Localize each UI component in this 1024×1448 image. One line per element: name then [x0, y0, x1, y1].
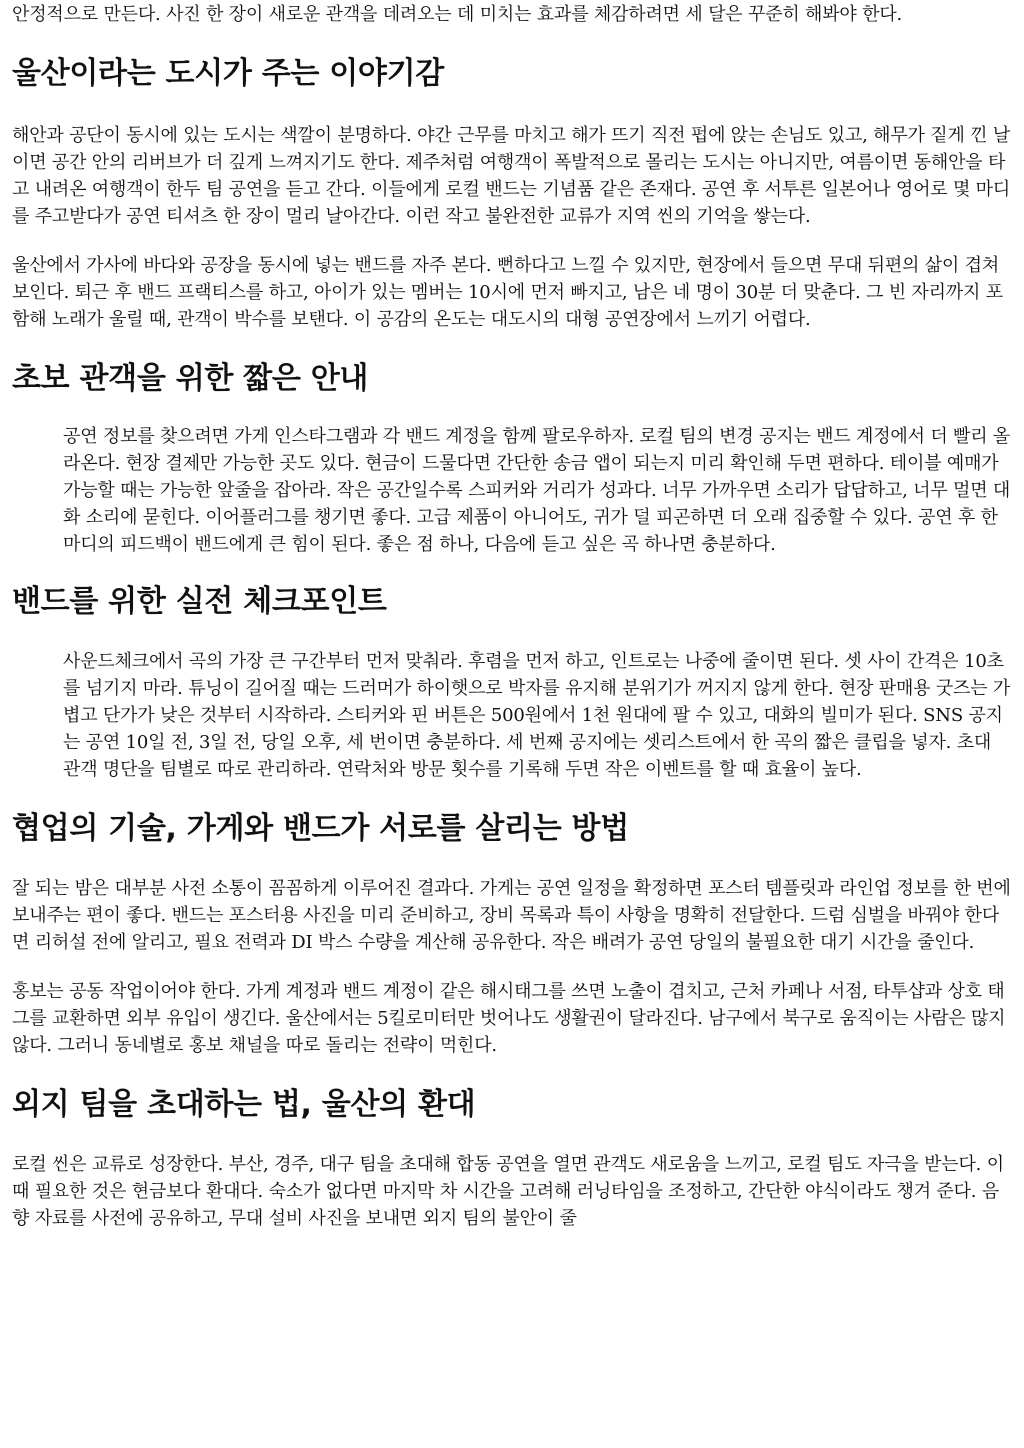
- section-heading-band-checkpoints: 밴드를 위한 실전 체크포인트: [12, 584, 387, 619]
- section-paragraph: 로컬 씬은 교류로 성장한다. 부산, 경주, 대구 팀을 초대해 합동 공연을 열면 관객도 새로움을 느끼고, 로컬 팀도 자극을 받는다. 이때 필요한 것은 현금보다 환대다. 숙소가 없다면 마지막 차 시간을 고려해 러닝타임을 조정하고, 간단한 야식이라도 챙겨 준다. 음향 자료를 사전에 공유하고, 무대 설비 사진을 보내면 외지 팀의 불안이 줄: [12, 1154, 1004, 1229]
- section-paragraph: 울산에서 가사에 바다와 공장을 동시에 넣는 밴드를 자주 본다. 뻔하다고 느낄 수 있지만, 현장에서 들으면 무대 뒤편의 삶이 겹쳐 보인다. 퇴근 후 밴드 프랙티스를 하고, 아이가 있는 멤버는 10시에 먼저 빠지고, 남은 네 명이 30분 더 맞춘다. 그 빈 자리까지 포함해 노래가 울릴 때, 관객이 박수를 보탠다. 이 공감의 온도는 대도시의 대형 공연장에서 느끼기 어렵다.: [12, 255, 1003, 330]
- blockquote-beginner-guide: 공연 정보를 찾으려면 가게 인스타그램과 각 밴드 계정을 함께 팔로우하자. 로컬 팀의 변경 공지는 밴드 계정에서 더 빨리 올라온다. 현장 결제만 가능한 곳도 있다. 현금이 드물다면 간단한 송금 앱이 되는지 미리 확인해 두면 편하다. 테이블 예매가 가능할 때는 가능한 앞줄을 잡아라. 작은 공간일수록 스피커와 거리가 성과다. 너무 가까우면 소리가 답답하고, 너무 멀면 대화 소리에 묻힌다. 이어플러그를 챙기면 좋다. 고급 제품이 아니어도, 귀가 덜 피곤하면 더 오래 집중할 수 있다. 공연 후 한 마디의 피드백이 밴드에게 큰 힘이 된다. 좋은 점 하나, 다음에 듣고 싶은 곡 하나면 충분하다.: [63, 426, 1011, 555]
- section-paragraph: 해안과 공단이 동시에 있는 도시는 색깔이 분명하다. 야간 근무를 마치고 해가 뜨기 직전 펍에 앉는 손님도 있고, 해무가 짙게 낀 날이면 공간 안의 리버브가 더 깊게 느껴지기도 한다. 제주처럼 여행객이 폭발적으로 몰리는 도시는 아니지만, 여름이면 동해안을 타고 내려온 여행객이 한두 팀 공연을 듣고 간다. 이들에게 로컬 밴드는 기념품 같은 존재다. 공연 후 서투른 일본어나 영어로 몇 마디를 주고받다가 공연 티셔츠 한 장이 멀리 날아간다. 이런 작고 불완전한 교류가 지역 씬의 기억을 쌓는다.: [12, 125, 1011, 227]
- section-heading-ulsan-story: 울산이라는 도시가 주는 이야기감: [12, 56, 444, 91]
- blockquote-band-checkpoints: 사운드체크에서 곡의 가장 큰 구간부터 먼저 맞춰라. 후렴을 먼저 하고, 인트로는 나중에 줄이면 된다. 셋 사이 간격은 10초를 넘기지 마라. 튜닝이 길어질 때는 드러머가 하이햇으로 박자를 유지해 분위기가 꺼지지 않게 한다. 현장 판매용 굿즈는 가볍고 단가가 낮은 것부터 시작하라. 스티커와 핀 버튼은 500원에서 1천 원대에 팔 수 있고, 대화의 빌미가 된다. SNS 공지는 공연 10일 전, 3일 전, 당일 오후, 세 번이면 충분하다. 세 번째 공지에는 셋리스트에서 한 곡의 짧은 클립을 넣자. 초대 관객 명단을 팀별로 따로 관리하라. 연락처와 방문 횟수를 기록해 두면 작은 이벤트를 할 때 효율이 높다.: [63, 651, 1011, 780]
- section-paragraph: 잘 되는 밤은 대부분 사전 소통이 꼼꼼하게 이루어진 결과다. 가게는 공연 일정을 확정하면 포스터 템플릿과 라인업 정보를 한 번에 보내주는 편이 좋다. 밴드는 포스터용 사진을 미리 준비하고, 장비 목록과 특이 사항을 명확히 전달한다. 드럼 심벌을 바꿔야 한다면 리허설 전에 알리고, 필요 전력과 DI 박스 수량을 계산해 공유한다. 작은 배려가 공연 당일의 불필요한 대기 시간을 줄인다.: [12, 878, 1011, 953]
- section-heading-collaboration: 협업의 기술, 가게와 밴드가 서로를 살리는 방법: [12, 811, 629, 846]
- section-paragraph: 홍보는 공동 작업이어야 한다. 가게 계정과 밴드 계정이 같은 해시태그를 쓰면 노출이 겹치고, 근처 카페나 서점, 타투샵과 상호 태그를 교환하면 외부 유입이 생긴다. 울산에서는 5킬로미터만 벗어나도 생활권이 달라진다. 남구에서 북구로 움직이는 사람은 많지 않다. 그러니 동네별로 홍보 채널을 따로 돌리는 전략이 먹힌다.: [12, 981, 1006, 1056]
- section-heading-inviting-teams: 외지 팀을 초대하는 법, 울산의 환대: [12, 1087, 476, 1122]
- section-heading-beginner-guide: 초보 관객을 위한 짧은 안내: [12, 361, 369, 396]
- intro-paragraph: 안정적으로 만든다. 사진 한 장이 새로운 관객을 데려오는 데 미치는 효과를 체감하려면 세 달은 꾸준히 해봐야 한다.: [12, 4, 903, 25]
